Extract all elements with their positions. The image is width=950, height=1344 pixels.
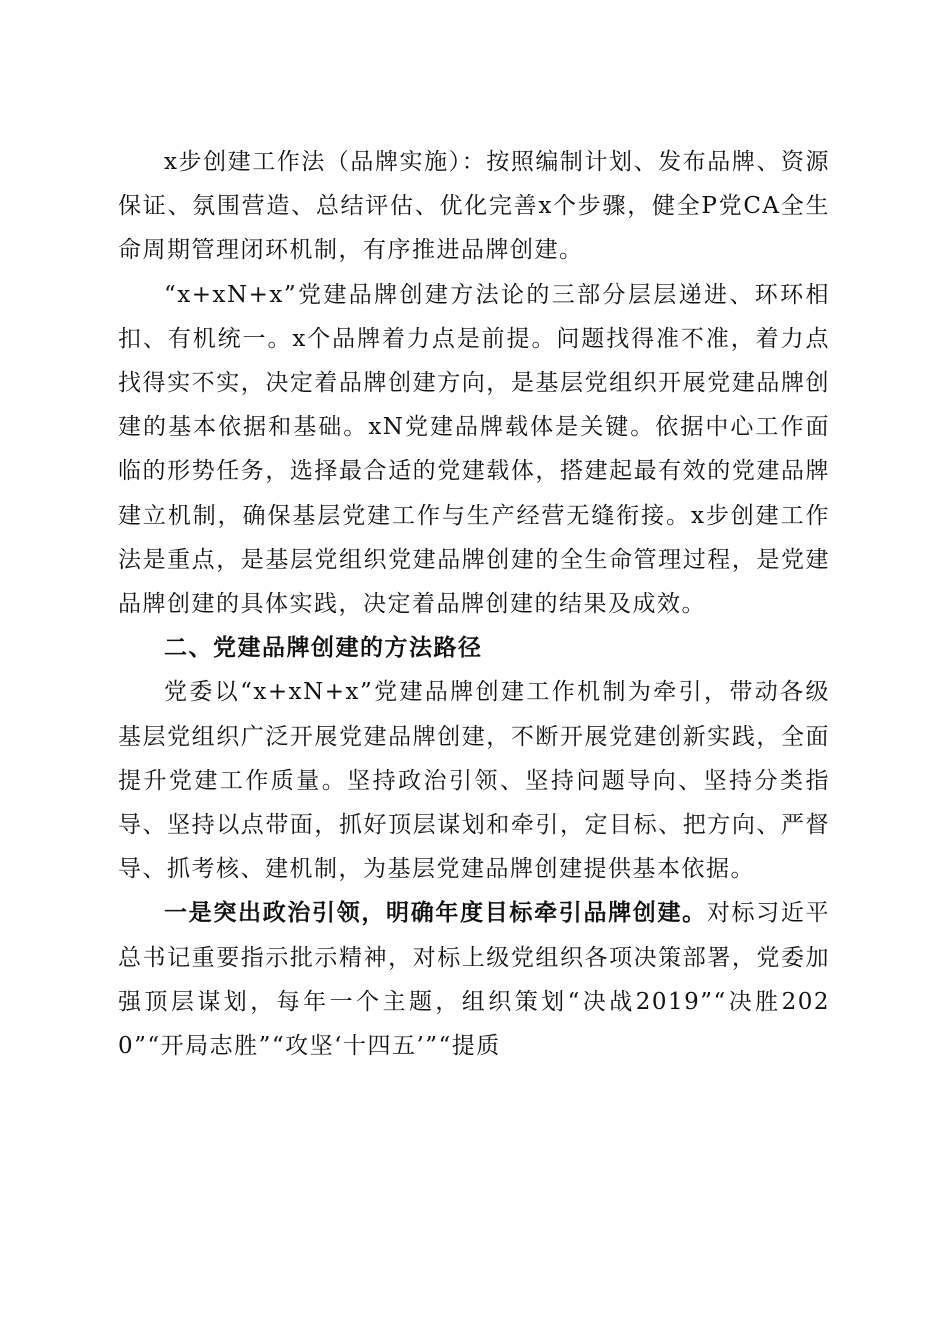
paragraph-body-text: 对标习近平总书记重要指示批示精神，对标上级党组织各项决策部署，党委加强顶层谋划，每年一个主题，组织策划“决战2019”“决胜2020”“开局志胜”“攻坚‘十四五’”“提质: [118, 900, 831, 1060]
paragraph-political-leadership: [118, 891, 830, 1068]
paragraph-x-step-method: x步创建工作法（品牌实施）：按照编制计划、发布品牌、资源保证、氛围营造、总结评估、优化完善x个步骤，健全P党CA全生命周期管理闭环机制，有序推进品牌创建。: [118, 149, 830, 264]
document-body: [118, 140, 830, 1068]
paragraph-party-committee: 党委以“x+xN+x”党建品牌创建工作机制为牵引，带动各级基层党组织广泛开展党建品牌创建，不断开展党建创新实践，全面提升党建工作质量。坚持政治引领、坚持问题导向、坚持分类指导、坚持以点带面，抓好顶层谋划和牵引，定目标、把方向、严督导、抓考核、建机制，为基层党建品牌创建提供基本依据。: [118, 679, 830, 883]
paragraph-methodology-summary: “x+xN+x”党建品牌创建方法论的三部分层层递进、环环相扣、有机统一。x个品牌着力点是前提。问题找得准不准，着力点找得实不实，决定着品牌创建方向，是基层党组织开展党建品牌创建的基本依据和基础。xN党建品牌载体是关键。依据中心工作面临的形势任务，选择最合适的党建载体，搭建起最有效的党建品牌建立机制，确保基层党建工作与生产经营无缝衔接。x步创建工作法是重点，是基层党组织党建品牌创建的全生命管理过程，是党建品牌创建的具体实践，决定着品牌创建的结果及成效。: [118, 281, 830, 618]
section-heading: 二、党建品牌创建的方法路径: [164, 635, 483, 662]
paragraph-lead-bold: 一是突出政治引领，明确年度目标牵引品牌创建。: [164, 900, 707, 927]
